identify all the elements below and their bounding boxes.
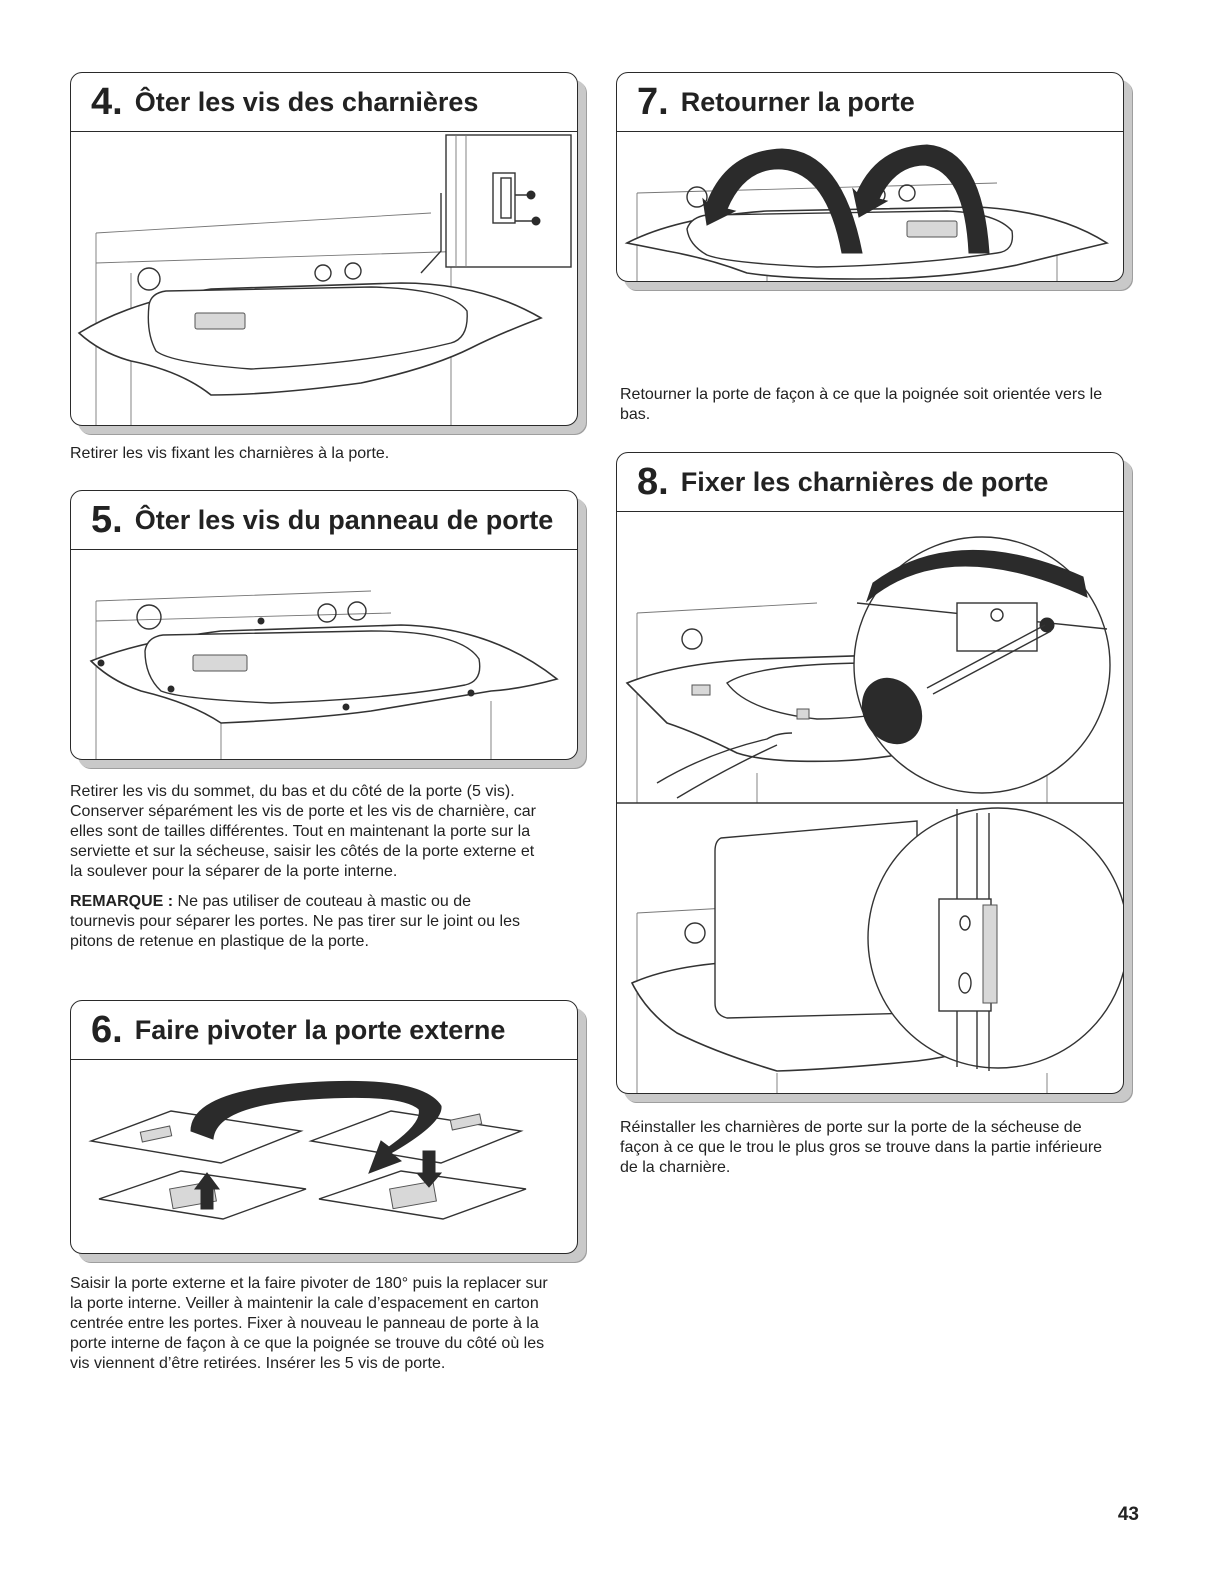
step-title: Ôter les vis des charnières (134, 86, 479, 117)
note-label: REMARQUE : (70, 893, 174, 910)
step-number: 4. (91, 80, 123, 123)
step-6-illustration (71, 1061, 577, 1253)
step-7-caption: Retourner la porte de façon à ce que la poignée soit orientée vers le bas. (620, 386, 1103, 423)
step-4-panel (70, 72, 578, 426)
step-number: 7. (637, 80, 669, 123)
step-number: 6. (91, 1008, 123, 1051)
step-5-panel (70, 490, 578, 760)
step-6-header (71, 1001, 577, 1060)
step-5-instructions: Retirer les vis du sommet, du bas et du côté de la porte (5 vis). Conserver séparément les vis de porte et les vis de charnière, car elles sont de tailles différentes. Tout en maintenant la porte sur la serviette et sur la sécheuse, saisir les côtés de la porte externe et la soulever pour la séparer de la porte interne. (70, 783, 536, 880)
step-5-illustration (71, 551, 577, 759)
step-4-caption: Retirer les vis fixant les charnières à la porte. (70, 445, 390, 462)
step-5-caption (70, 782, 540, 962)
step-8-illustration (617, 513, 1123, 1093)
step-title: Faire pivoter la porte externe (134, 1014, 506, 1045)
step-number: 5. (91, 498, 123, 541)
step-6-panel (70, 1000, 578, 1254)
step-5-header (71, 491, 577, 550)
page-number: 43 (1117, 1504, 1139, 1525)
step-8-header (617, 453, 1123, 512)
step-4-illustration (71, 133, 577, 425)
step-7-illustration (617, 133, 1123, 281)
step-title: Fixer les charnières de porte (680, 466, 1049, 497)
step-title: Retourner la porte (680, 86, 915, 117)
step-5-note (70, 892, 540, 952)
step-4-header (71, 73, 577, 132)
step-8-panel (616, 452, 1124, 1094)
note-text: Ne pas utiliser de couteau à mastic ou de tournevis pour séparer les portes. Ne pas tirer sur le joint ou les pitons de retenue en plastique de la porte. (70, 893, 520, 950)
step-8-caption: Réinstaller les charnières de porte sur la porte de la sécheuse de façon à ce que le trou le plus gros se trouve dans la partie inférieure de la charnière. (620, 1119, 1103, 1176)
step-7-header (617, 73, 1123, 132)
step-6-caption: Saisir la porte externe et la faire pivoter de 180° puis la replacer sur la porte interne. Veiller à maintenir la cale d’espacement en carton centrée entre les portes. Fixer à nouveau le panneau de porte à la porte interne de façon à ce que la poignée se trouve du côté où les vis viennent d’être retirées. Insérer les 5 vis de porte. (70, 1275, 548, 1372)
step-title: Ôter les vis du panneau de porte (134, 504, 554, 535)
step-7-panel (616, 72, 1124, 282)
step-number: 8. (637, 460, 669, 503)
